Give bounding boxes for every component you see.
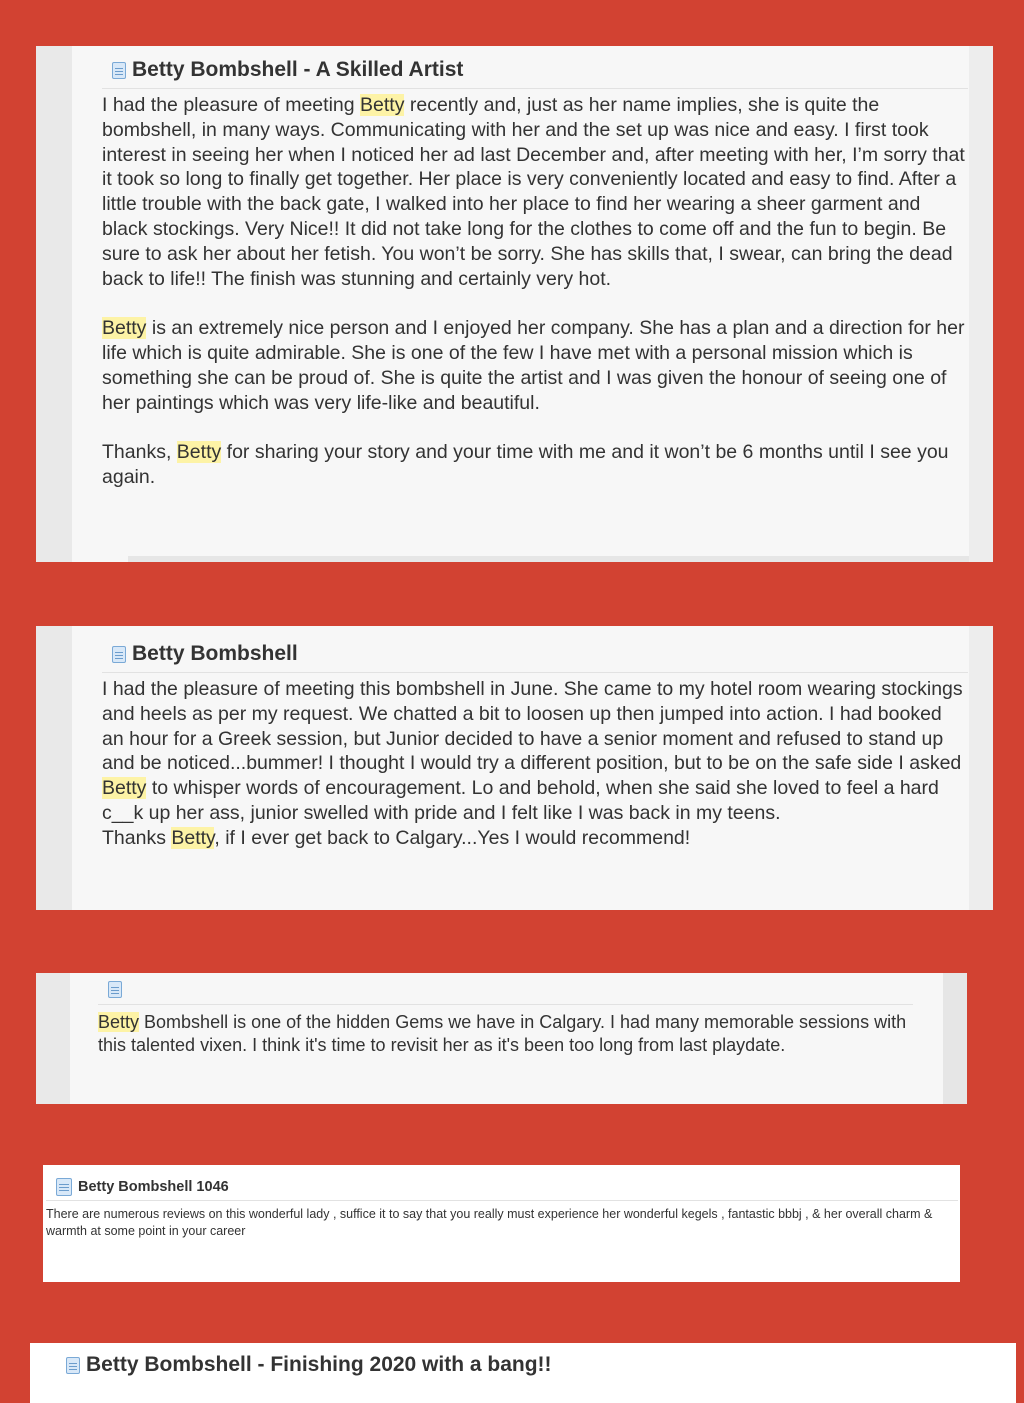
review-text: I had the pleasure of meeting [102, 94, 361, 116]
review-body [102, 677, 968, 851]
review-text: recently and, just as her name implies, she is quite the bombshell, in many ways. Communicating with her and the set up was nice and easy. I first took interest in seeing her when I noticed her ad last December and, after meeting with her, I’m sorry that it took so long to finally get together. Her place is very conveniently located and easy to find. After a little trouble with the back gate, I walked into her place to find her wearing a sheer garment and black stockings. Very Nice!! It did not take long for the clothes to come off and the fun to begin. Be sure to ask her about her fetish. You won’t be sorry. She has skills that, I swear, can bring the dead back to life!! The finish was stunning and certainly very hot. [102, 94, 965, 290]
review-card-4 [43, 1165, 960, 1282]
review-text: , if I ever get back to Calgary...Yes I would recommend! [214, 826, 691, 849]
review-text: I had the pleasure of meeting this bombshell in June. She came to my hotel room wearing stockings and heels as per my request. We chatted a bit to loosen up then jumped into action. I had booked an hour for a Greek session, but Junior decided to have a senior moment and refused to stand up and be noticed...bummer! I thought I would try a different position, but to be on the safe side I asked [102, 678, 963, 775]
review-paragraph [102, 440, 968, 490]
review-paragraph [46, 1206, 958, 1240]
review-text: to whisper words of encouragement. Lo and behold, when she said she loved to feel a hard c__k up her ass, junior swelled with pride and I felt like I was back in my teens. [102, 777, 939, 824]
document-icon [56, 1178, 72, 1196]
review-title: Betty Bombshell 1046 [78, 1179, 229, 1195]
review-body [98, 1011, 913, 1058]
review-card-5 [30, 1343, 1016, 1403]
review-paragraph [102, 93, 968, 291]
document-icon [108, 981, 122, 998]
highlighted-name: Betty [98, 1012, 140, 1032]
review-body [46, 1206, 958, 1240]
review-text: is an extremely nice person and I enjoyed her company. She has a plan and a direction for her life which is quite admirable. She is one of the few I have met with a personal mission which is something she can be proud of. She is quite the artist and I was given the honour of seeing one of her paintings which was very life-like and beautiful. [102, 317, 965, 414]
review-title: Betty Bombshell - Finishing 2020 with a bang!! [86, 1353, 552, 1376]
review-card-2 [36, 626, 993, 910]
highlighted-name: Betty [176, 441, 222, 464]
highlighted-name: Betty [171, 826, 215, 849]
review-paragraph [102, 316, 968, 415]
review-text: Bombshell is one of the hidden Gems we have in Calgary. I had many memorable sessions with this talented vixen. I think it's time to revisit her as it's been too long from last playdate. [98, 1012, 907, 1056]
review-paragraph [102, 826, 968, 851]
review-title: Betty Bombshell [132, 642, 298, 665]
review-card-3 [36, 973, 967, 1104]
document-icon [66, 1357, 80, 1374]
review-text: There are numerous reviews on this wonderful lady , suffice it to say that you really must experience her wonderful kegels , fantastic bbbj , & her overall charm & warmth at some point in your career [46, 1207, 933, 1238]
review-text: Thanks [102, 826, 172, 849]
document-icon [112, 62, 126, 79]
review-paragraph [102, 677, 968, 826]
review-text: for sharing your story and your time with me and it won’t be 6 months until I see you again. [102, 441, 949, 488]
review-title: Betty Bombshell - A Skilled Artist [132, 58, 464, 81]
highlighted-name: Betty [102, 317, 147, 340]
document-icon [112, 646, 126, 663]
review-text: Thanks, [102, 441, 177, 464]
highlighted-name: Betty [360, 94, 405, 116]
highlighted-name: Betty [102, 777, 147, 800]
review-card-1 [36, 46, 993, 562]
review-paragraph [98, 1011, 913, 1058]
review-body [102, 93, 968, 490]
